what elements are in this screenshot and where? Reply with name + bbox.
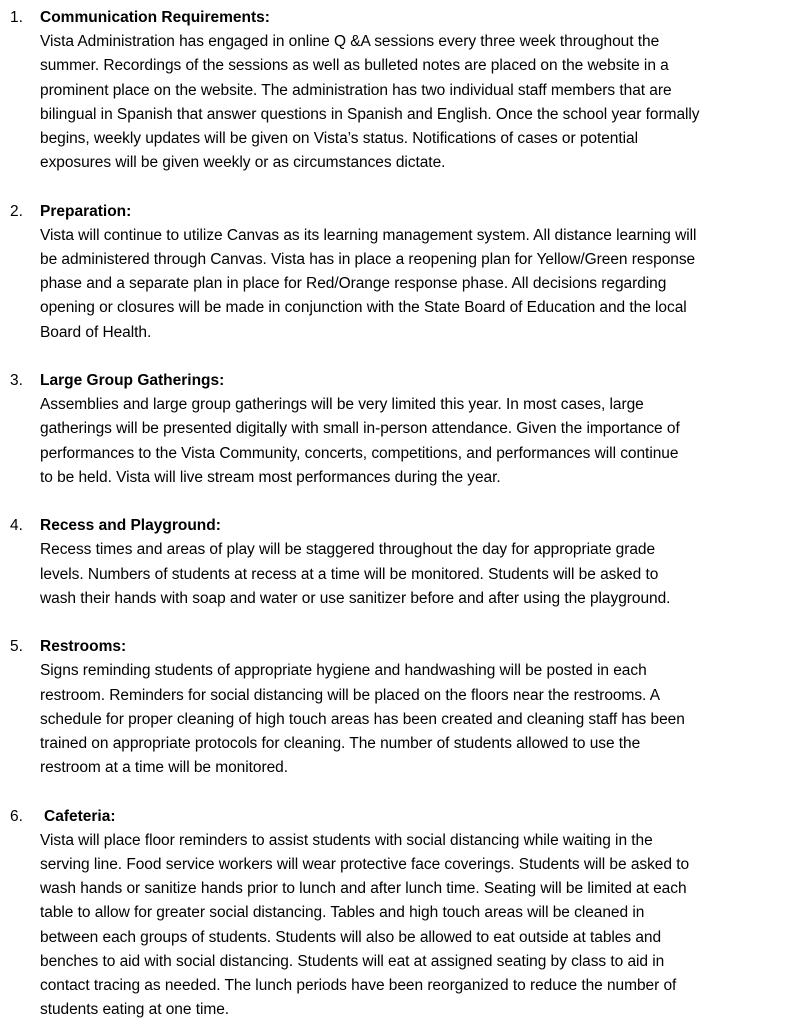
- section-number: 6.: [10, 807, 23, 825]
- body-line: performances to the Vista Community, concerts, competitions, and performances will continue: [40, 444, 679, 462]
- body-line: bilingual in Spanish that answer questions in Spanish and English. Once the school year formally: [40, 105, 700, 123]
- section-heading: Large Group Gatherings:: [40, 372, 225, 390]
- section-number: 1.: [10, 9, 23, 26]
- body-line: between each groups of students. Students will also be allowed to eat outside at tables and: [40, 928, 662, 946]
- body-line: table to allow for greater social distancing. Tables and high touch areas will be cleaned in: [40, 904, 645, 922]
- body-line: schedule for proper cleaning of high touch areas has been created and cleaning staff has been: [40, 710, 685, 728]
- section-heading: Communication Requirements:: [40, 9, 270, 26]
- body-line: trained on appropriate protocols for cleaning. The number of students allowed to use the: [40, 735, 641, 753]
- section-spacer: [0, 780, 785, 804]
- body-line: wash hands or sanitize hands prior to lunch and after lunch time. Seating will be limited at each: [40, 880, 687, 898]
- section-cafeteria: [0, 805, 785, 1023]
- section-spacer: [0, 490, 785, 514]
- body-line: Signs reminding students of appropriate hygiene and handwashing will be posted in each: [40, 662, 647, 680]
- section-body: [40, 393, 775, 490]
- section-heading: Cafeteria:: [44, 807, 116, 825]
- body-line: summer. Recordings of the sessions as well as bulleted notes are placed on the website in a: [40, 57, 669, 75]
- section-body: [40, 224, 775, 345]
- body-line: benches to aid with social distancing. Students will eat at assigned seating by class to aid in: [40, 952, 665, 970]
- body-line: contact tracing as needed. The lunch periods have been reorganized to reduce the number of: [40, 977, 677, 995]
- body-line: restroom at a time will be monitored.: [40, 759, 288, 777]
- body-line: exposures will be given weekly or as circumstances dictate.: [40, 154, 446, 172]
- body-line: Assemblies and large group gatherings will be very limited this year. In most cases, large: [40, 396, 644, 414]
- body-line: serving line. Food service workers will wear protective face coverings. Students will be asked to: [40, 856, 690, 874]
- body-line: levels. Numbers of students at recess at a time will be monitored. Students will be asked to: [40, 565, 659, 583]
- body-line: Vista Administration has engaged in online Q &A sessions every three week throughout the: [40, 33, 660, 51]
- section-body: [40, 538, 775, 611]
- section-number: 4.: [10, 517, 23, 535]
- body-line: Recess times and areas of play will be staggered throughout the day for appropriate grade: [40, 541, 656, 559]
- section-body: [40, 659, 775, 780]
- body-line: phase and a separate plan in place for Red/Orange response phase. All decisions regarding: [40, 275, 667, 293]
- section-large-group-gatherings: [0, 369, 785, 490]
- section-heading: Restrooms:: [40, 638, 127, 656]
- body-line: to be held. Vista will live stream most performances during the year.: [40, 468, 501, 486]
- section-body: [40, 829, 775, 1023]
- body-line: prominent place on the website. The administration has two individual staff members that are: [40, 81, 672, 99]
- section-body: [40, 30, 775, 175]
- section-heading: Preparation:: [40, 202, 132, 220]
- body-line: students eating at one time.: [40, 1001, 230, 1019]
- body-line: be administered through Canvas. Vista has in place a reopening plan for Yellow/Green response: [40, 251, 696, 269]
- body-line: begins, weekly updates will be given on Vista’s status. Notifications of cases or potential: [40, 130, 638, 148]
- section-spacer: [0, 611, 785, 635]
- body-line: Vista will place floor reminders to assist students with social distancing while waiting in the: [40, 831, 653, 849]
- body-line: Board of Health.: [40, 323, 152, 341]
- body-line: gatherings will be presented digitally with small in-person attendance. Given the importance of: [40, 420, 680, 438]
- section-communication-requirements: [0, 6, 785, 175]
- section-heading: Recess and Playground:: [40, 517, 221, 535]
- section-number: 5.: [10, 638, 23, 656]
- section-number: 2.: [10, 202, 23, 220]
- section-recess-and-playground: [0, 514, 785, 611]
- section-spacer: [0, 345, 785, 369]
- document: [0, 6, 785, 1022]
- section-preparation: [0, 200, 785, 345]
- section-number: 3.: [10, 372, 23, 390]
- section-spacer: [0, 175, 785, 199]
- body-line: opening or closures will be made in conjunction with the State Board of Education and the local: [40, 299, 687, 317]
- section-restrooms: [0, 635, 785, 780]
- body-line: wash their hands with soap and water or use sanitizer before and after using the playground.: [40, 589, 671, 607]
- body-line: restroom. Reminders for social distancing will be placed on the floors near the restrooms. A: [40, 686, 660, 704]
- body-line: Vista will continue to utilize Canvas as its learning management system. All distance learning will: [40, 226, 697, 244]
